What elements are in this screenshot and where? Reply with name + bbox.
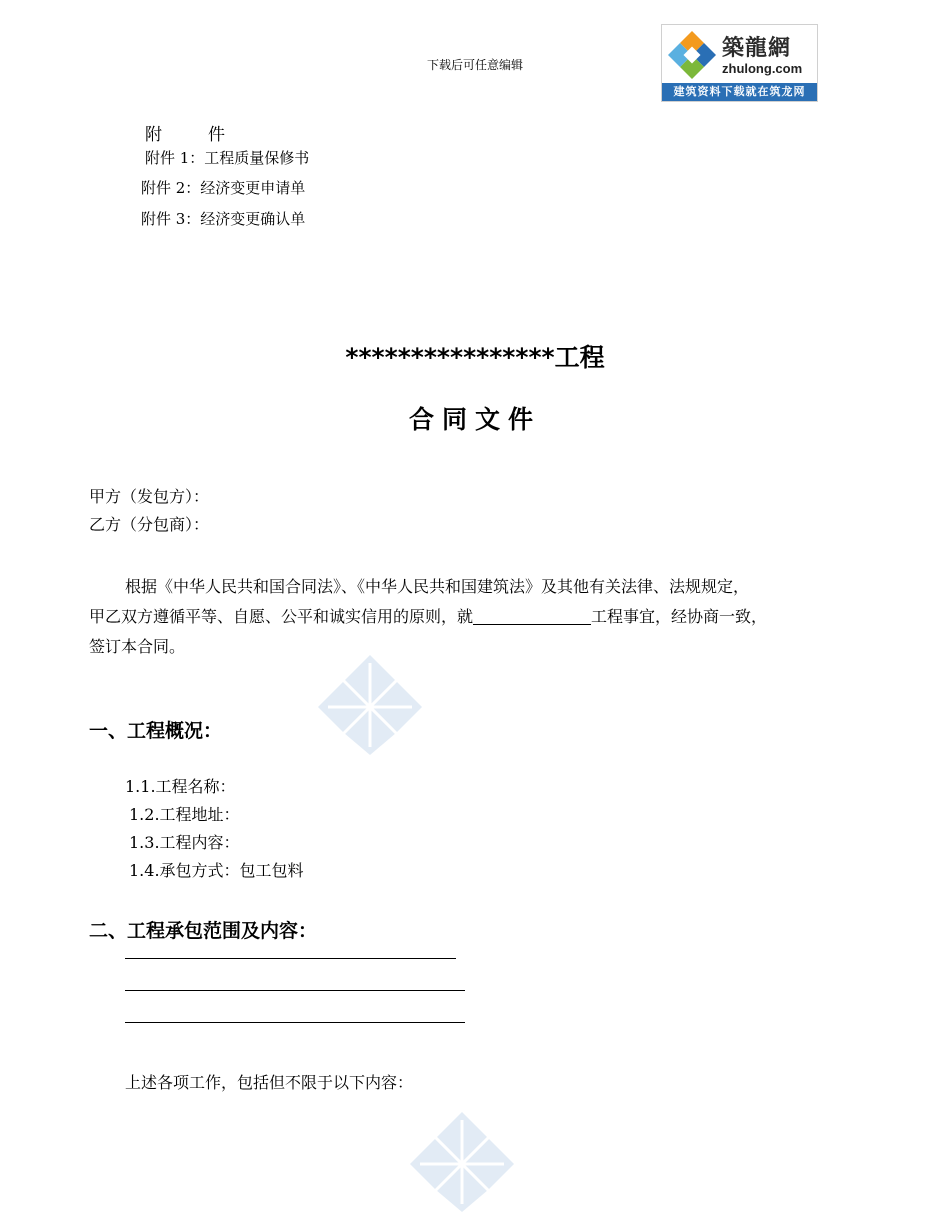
scope-blank-line-2[interactable] (125, 990, 465, 991)
project-blank-field[interactable] (473, 606, 591, 625)
attachment-item-2: 附件 2：经济变更申请单 (141, 179, 306, 197)
logo-slogan: 建筑资料下载就在筑龙网 (662, 83, 817, 101)
party-a-label: 甲方（发包方）： (89, 487, 210, 506)
attachments-heading: 附 件 (145, 125, 225, 145)
scope-blank-line-3[interactable] (125, 1022, 465, 1023)
attachment-item-3: 附件 3：经济变更确认单 (141, 210, 306, 228)
section-1-heading: 一、工程概况： (89, 720, 223, 742)
zhulong-watermark-icon (318, 655, 422, 755)
header-note: 下载后可任意编辑 (426, 58, 523, 72)
party-b-label: 乙方（分包商）： (89, 515, 210, 534)
zhulong-logo-icon (666, 29, 718, 79)
intro-line-3: 签订本合同。 (89, 637, 186, 656)
logo-domain: zhulong.com (722, 61, 803, 76)
section-1-item-2: 1.2.工程地址： (129, 805, 240, 824)
logo-title: 築龍網 (722, 36, 792, 61)
zhulong-logo[interactable] (661, 24, 818, 102)
intro-line-1: 根据《中华人民共和国合同法》、《中华人民共和国建筑法》及其他有关法律、法规规定， (125, 577, 750, 596)
section-1-item-4: 1.4.承包方式：包工包料 (129, 861, 304, 880)
attachment-item-1: 附件 1：工程质量保修书 (145, 149, 310, 167)
section-2-note: 上述各项工作，包括但不限于以下内容： (125, 1073, 414, 1092)
scope-blank-line-1[interactable] (125, 958, 456, 959)
zhulong-watermark-icon (408, 1112, 516, 1212)
intro-paragraph (89, 572, 889, 662)
section-1-item-3: 1.3.工程内容： (129, 833, 240, 852)
contract-title: ****************工程 (345, 343, 605, 372)
section-2-heading: 二、工程承包范围及内容： (89, 920, 318, 942)
contract-subtitle: 合同文件 (408, 405, 541, 434)
section-1-item-1: 1.1.工程名称： (125, 777, 236, 796)
intro-line-2: 甲乙双方遵循平等、自愿、公平和诚实信用的原则，就 工程事宜，经协商一致， (89, 607, 768, 626)
